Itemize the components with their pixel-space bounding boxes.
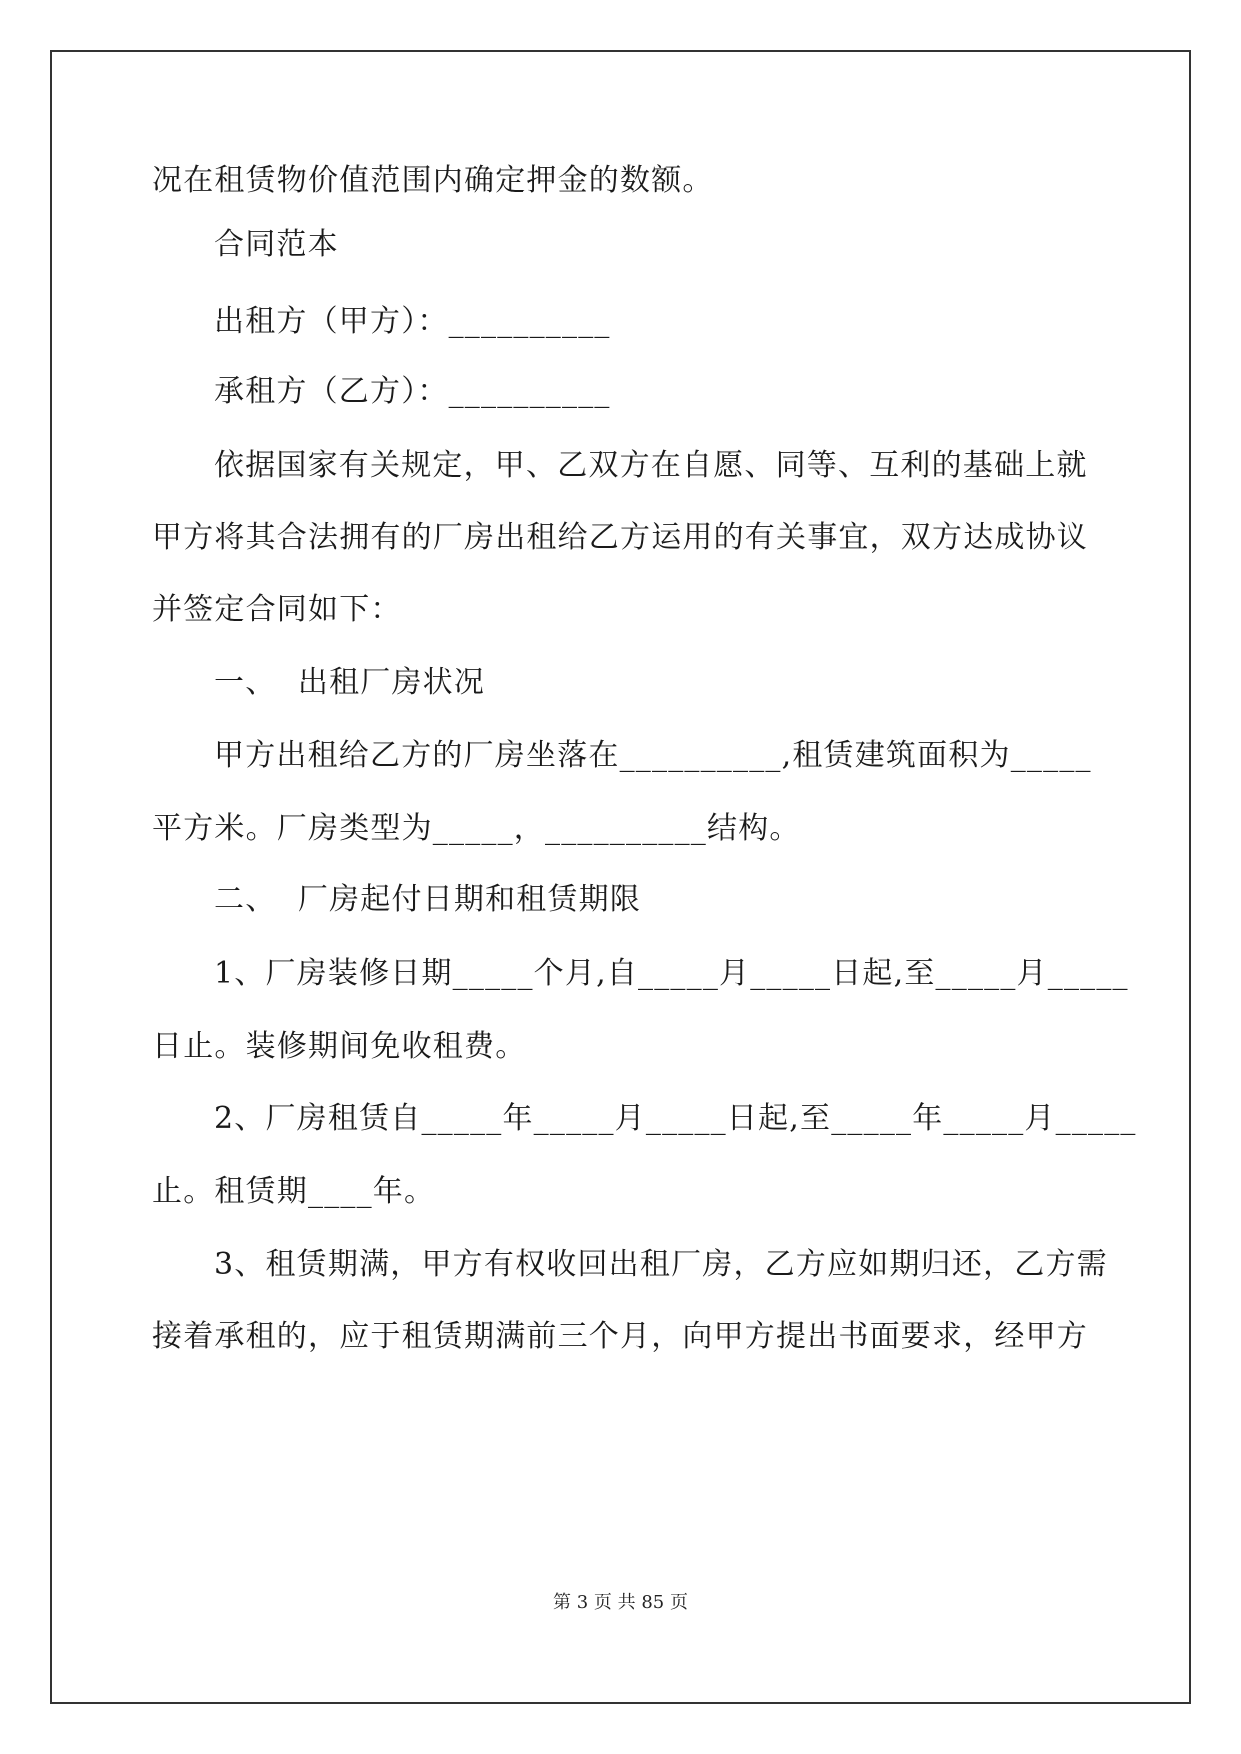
paragraph-line: 1、厂房装修日期_____个月,自_____月_____日起,至_____月_____ — [214, 956, 1129, 991]
lessor-line: 出租方（甲方）：__________ — [214, 304, 611, 339]
page-border — [50, 50, 1191, 1704]
paragraph-line: 止。租赁期____年。 — [152, 1174, 436, 1209]
paragraph-line: 依据国家有关规定，甲、乙双方在自愿、同等、互利的基础上就 — [214, 448, 1088, 483]
page-number: 第 3 页 共 85 页 — [553, 1592, 688, 1613]
section-heading: 二、 厂房起付日期和租赁期限 — [214, 882, 642, 917]
lessee-line: 承租方（乙方）：__________ — [214, 374, 611, 409]
section-title: 合同范本 — [214, 227, 339, 262]
paragraph-line: 3、租赁期满，甲方有权收回出租厂房，乙方应如期归还，乙方需 — [214, 1247, 1108, 1282]
paragraph-line: 甲方出租给乙方的厂房坐落在__________,租赁建筑面积为_____ — [214, 738, 1092, 773]
paragraph-line: 接着承租的，应于租赁期满前三个月，向甲方提出书面要求，经甲方 — [152, 1319, 1088, 1354]
paragraph-line: 平方米。厂房类型为_____，__________结构。 — [152, 811, 801, 846]
paragraph-line: 日止。装修期间免收租费。 — [152, 1029, 527, 1064]
paragraph-line: 2、厂房租赁自_____年_____月_____日起,至_____年_____月_____ — [214, 1101, 1137, 1136]
paragraph-line: 并签定合同如下： — [152, 592, 402, 627]
section-heading: 一、 出租厂房状况 — [214, 665, 486, 700]
paragraph-line: 甲方将其合法拥有的厂房出租给乙方运用的有关事宜，双方达成协议 — [152, 520, 1088, 555]
paragraph-line: 况在租赁物价值范围内确定押金的数额。 — [152, 163, 714, 198]
